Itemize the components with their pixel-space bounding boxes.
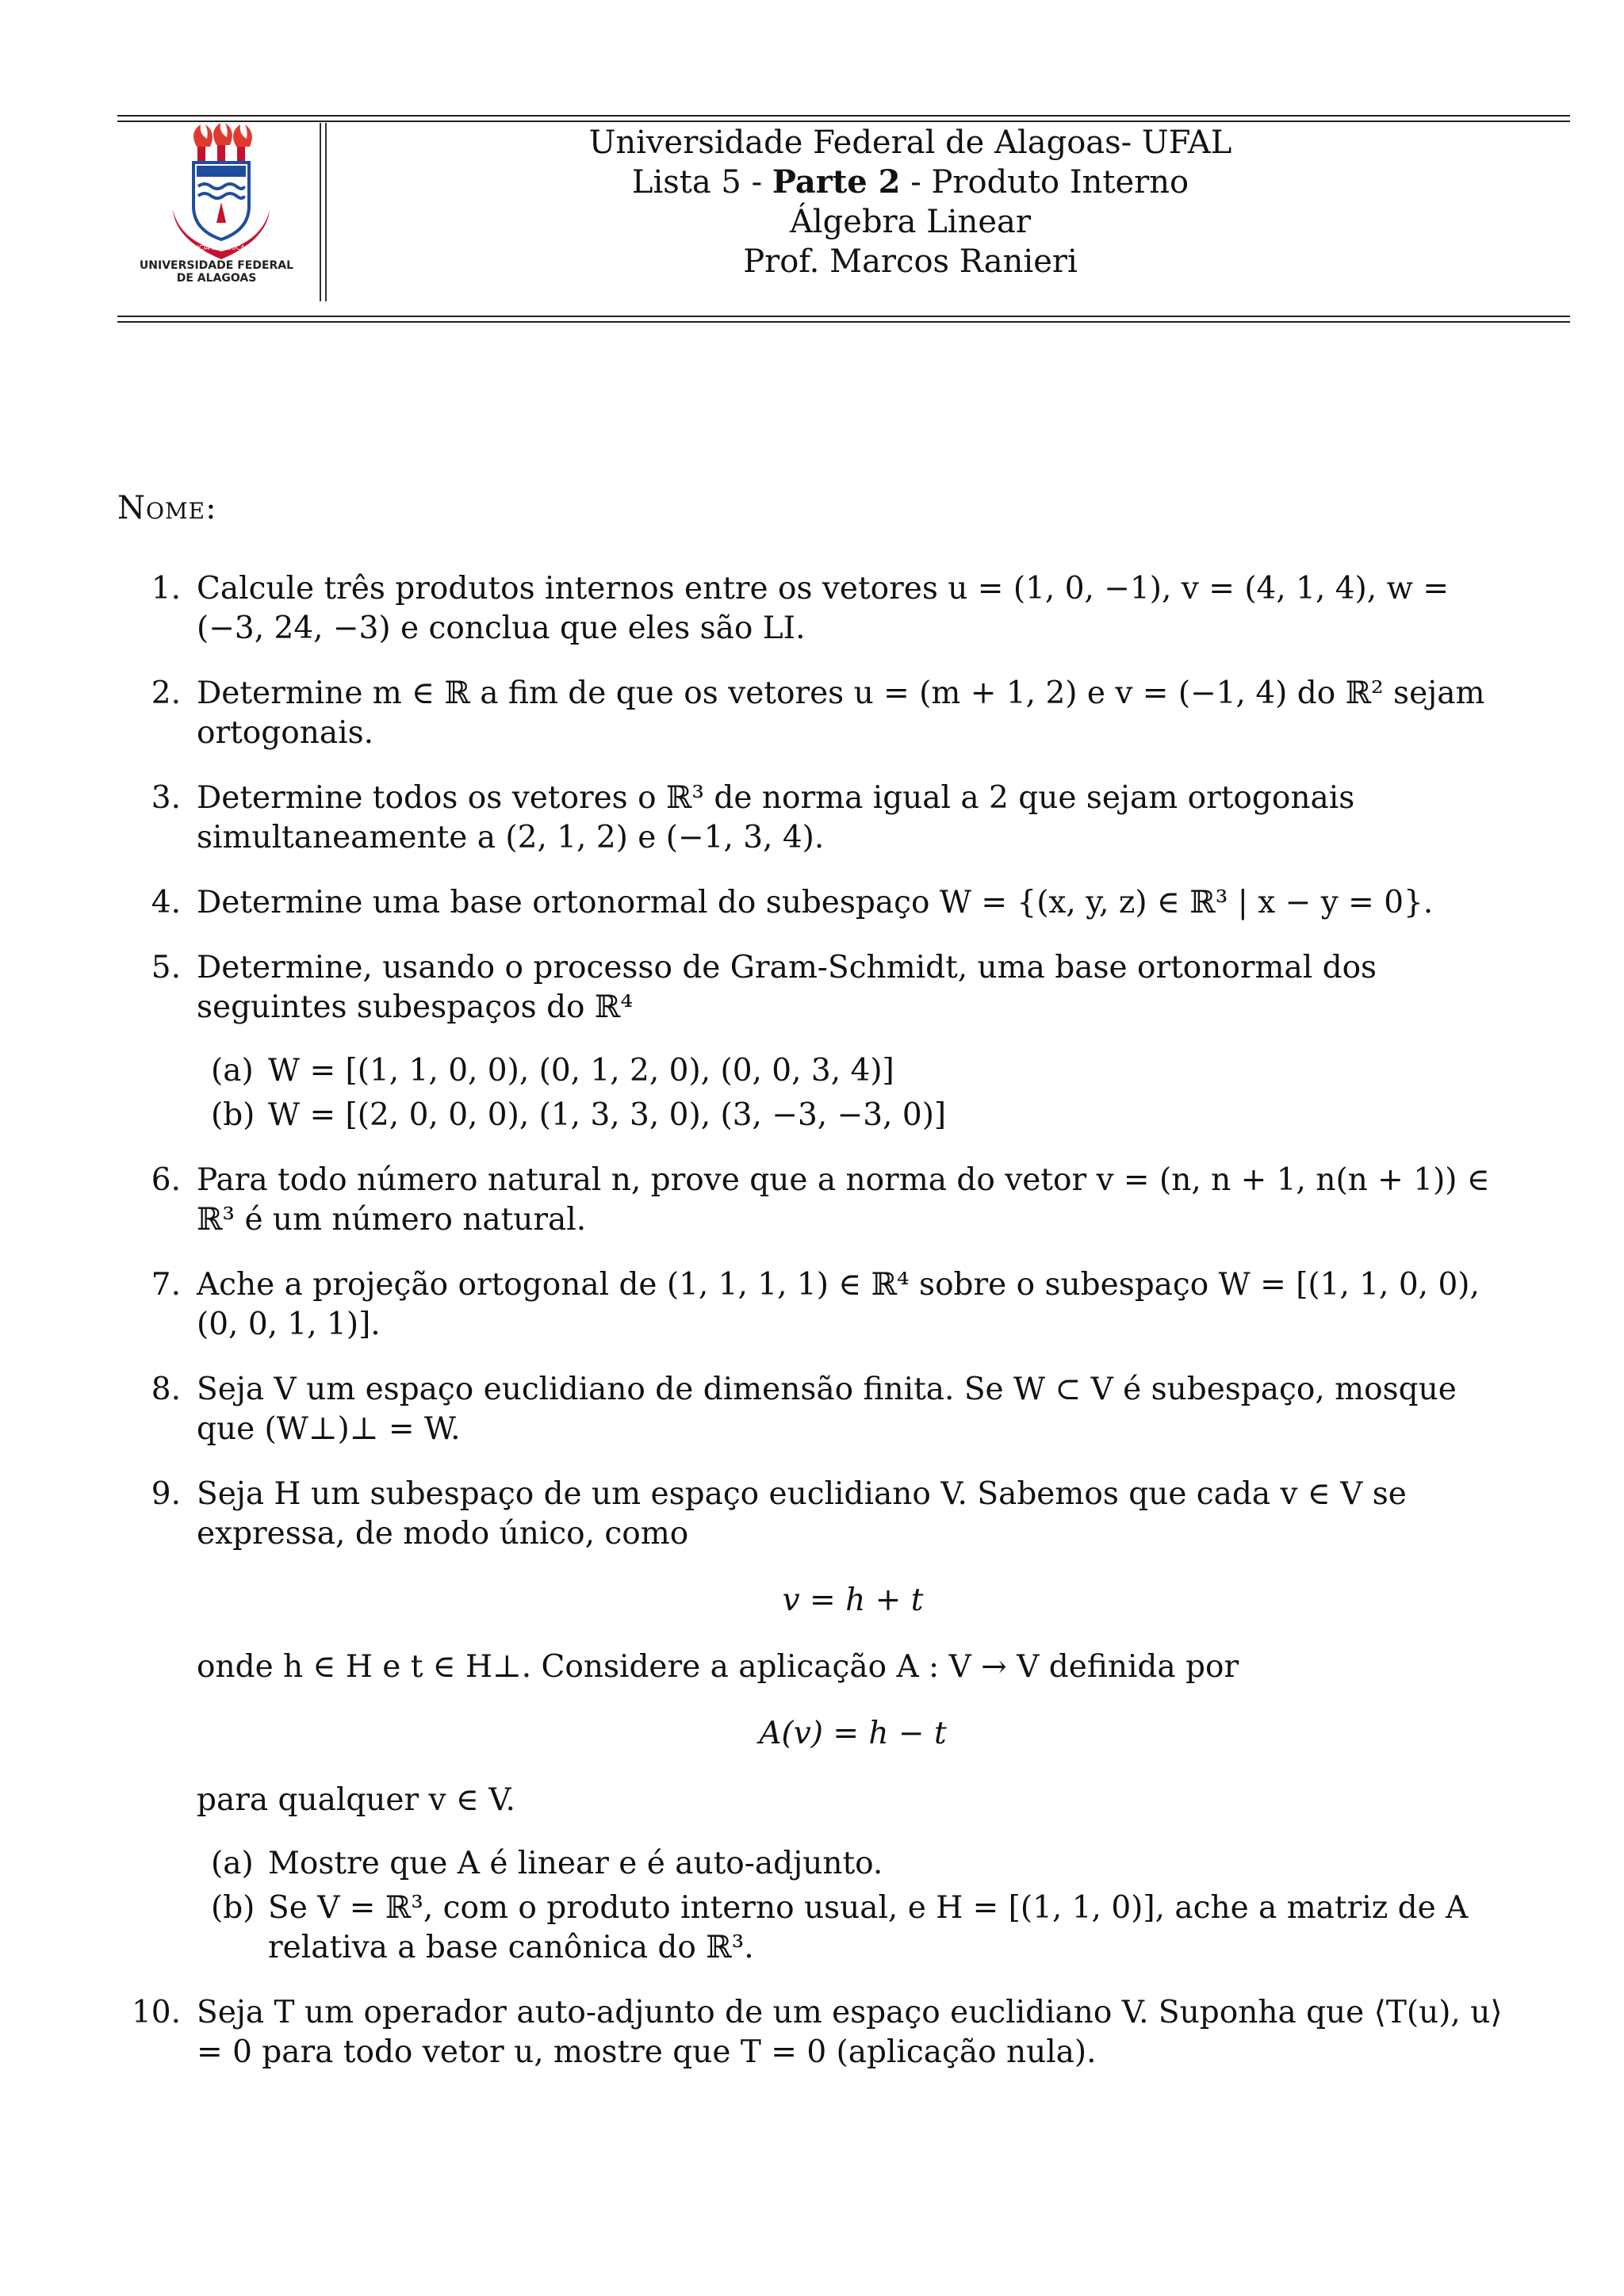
question-4 — [117, 883, 1509, 923]
question-text: Para todo número natural n, prove que a norma do vetor v = (n, n + 1, n(n + 1)) ∈ ℝ³ é um número natural. — [197, 1162, 1490, 1238]
sub-items — [197, 1051, 1509, 1135]
header-divider — [320, 123, 321, 301]
question-number: 3. — [151, 780, 181, 816]
question-text-3: para qualquer v ∈ V. — [197, 1782, 515, 1818]
sub-items — [197, 1844, 1509, 1968]
header-title-block — [435, 123, 1386, 281]
sub-item-text: Mostre que A é linear e é auto-adjunto. — [268, 1846, 883, 1881]
question-number: 9. — [151, 1476, 181, 1512]
question-text: Seja V um espaço euclidiano de dimensão finita. Se W ⊂ V é subespaço, mosque que (W⊥)⊥ = W. — [197, 1372, 1457, 1447]
logo-caption-line1: UNIVERSIDADE FEDERAL — [139, 259, 294, 272]
question-text: Seja H um subespaço de um espaço euclidiano V. Sabemos que cada v ∈ V se expressa, de modo único, como — [197, 1476, 1407, 1552]
question-number: 6. — [151, 1162, 181, 1198]
question-2 — [117, 674, 1509, 753]
sub-item-a — [197, 1844, 1509, 1884]
sub-item-b — [197, 1096, 1509, 1135]
sub-item-label: (a) — [211, 1053, 254, 1089]
question-7 — [117, 1265, 1509, 1345]
question-number: 8. — [151, 1372, 181, 1407]
list-title — [435, 163, 1386, 202]
question-text: Determine uma base ortonormal do subespaço W = {(x, y, z) ∈ ℝ³ | x − y = 0}. — [197, 885, 1434, 920]
question-number: 2. — [151, 675, 181, 711]
question-3 — [117, 779, 1509, 858]
list-prefix: Lista 5 - — [631, 164, 772, 201]
question-9 — [117, 1475, 1509, 1968]
header-top-rule-2 — [117, 121, 1570, 122]
university-name: Universidade Federal de Alagoas- UFAL — [588, 124, 1232, 161]
question-5 — [117, 948, 1509, 1135]
question-text: Ache a projeção ortogonal de (1, 1, 1, 1) ∈ ℝ⁴ sobre o subespaço W = [(1, 1, 0, 0), (0, 0, 1, 1)]. — [197, 1267, 1480, 1342]
sub-item-label: (b) — [211, 1890, 255, 1926]
question-number: 5. — [151, 950, 181, 985]
sub-item-b — [197, 1888, 1509, 1968]
sub-item-a — [197, 1051, 1509, 1091]
sub-item-label: (a) — [211, 1846, 254, 1881]
header-bottom-rule-2 — [117, 321, 1570, 323]
question-number: 10. — [131, 1995, 181, 2030]
question-text: Determine todos os vetores o ℝ³ de norma igual a 2 que sejam ortogonais simultaneamente a (2, 1, 2) e (−1, 3, 4). — [197, 780, 1355, 855]
question-text-2: onde h ∈ H e t ∈ H⊥. Considere a aplicação A : V → V definida por — [197, 1649, 1239, 1685]
equation-2: A(v) = h − t — [759, 1716, 947, 1751]
question-1 — [117, 569, 1509, 649]
question-6 — [117, 1161, 1509, 1240]
header-top-rule — [117, 115, 1570, 117]
sub-item-text: W = [(2, 0, 0, 0), (1, 3, 3, 0), (3, −3, −3, 0)] — [268, 1097, 947, 1133]
question-number: 7. — [151, 1267, 181, 1303]
question-text: Seja T um operador auto-adjunto de um espaço euclidiano V. Suponha que ⟨T(u), u⟩ = 0 para todo vetor u, mostre que T = 0 (aplicação nula). — [197, 1995, 1503, 2070]
header — [117, 123, 1570, 313]
sub-item-text: Se V = ℝ³, com o produto interno usual, e H = [(1, 1, 0)], ache a matriz de A relativa a base canônica do ℝ³. — [268, 1890, 1469, 1965]
sub-item-label: (b) — [211, 1097, 255, 1133]
university-logo — [117, 123, 316, 301]
sub-item-text: W = [(1, 1, 0, 0), (0, 1, 2, 0), (0, 0, 3, 4)] — [268, 1053, 894, 1089]
list-suffix: - Produto Interno — [900, 164, 1189, 201]
logo-banner-text: CIÊNCIA DE EDUCAÇÃO — [184, 244, 259, 251]
equation-1: v = h + t — [782, 1582, 924, 1618]
header-divider-2 — [325, 123, 327, 301]
question-list — [117, 569, 1509, 2098]
question-8 — [117, 1370, 1509, 1449]
question-text: Determine m ∈ ℝ a fim de que os vetores u = (m + 1, 2) e v = (−1, 4) do ℝ² sejam ortogonais. — [197, 675, 1485, 751]
question-10 — [117, 1993, 1509, 2072]
question-number: 1. — [151, 571, 181, 607]
name-label: Nome: — [117, 490, 217, 526]
list-part: Parte 2 — [772, 163, 901, 201]
question-number: 4. — [151, 885, 181, 920]
header-bottom-rule — [117, 316, 1570, 317]
logo-caption-line2: DE ALAGOAS — [176, 272, 257, 285]
professor-name: Prof. Marcos Ranieri — [743, 243, 1078, 280]
question-text: Determine, usando o processo de Gram-Schmidt, uma base ortonormal dos seguintes subespaços do ℝ⁴ — [197, 950, 1377, 1025]
course-name: Álgebra Linear — [789, 204, 1031, 240]
question-text: Calcule três produtos internos entre os vetores u = (1, 0, −1), v = (4, 1, 4), w = (−3, 24, −3) e conclua que eles são LI. — [197, 571, 1450, 646]
ufal-crest-icon — [117, 123, 316, 281]
